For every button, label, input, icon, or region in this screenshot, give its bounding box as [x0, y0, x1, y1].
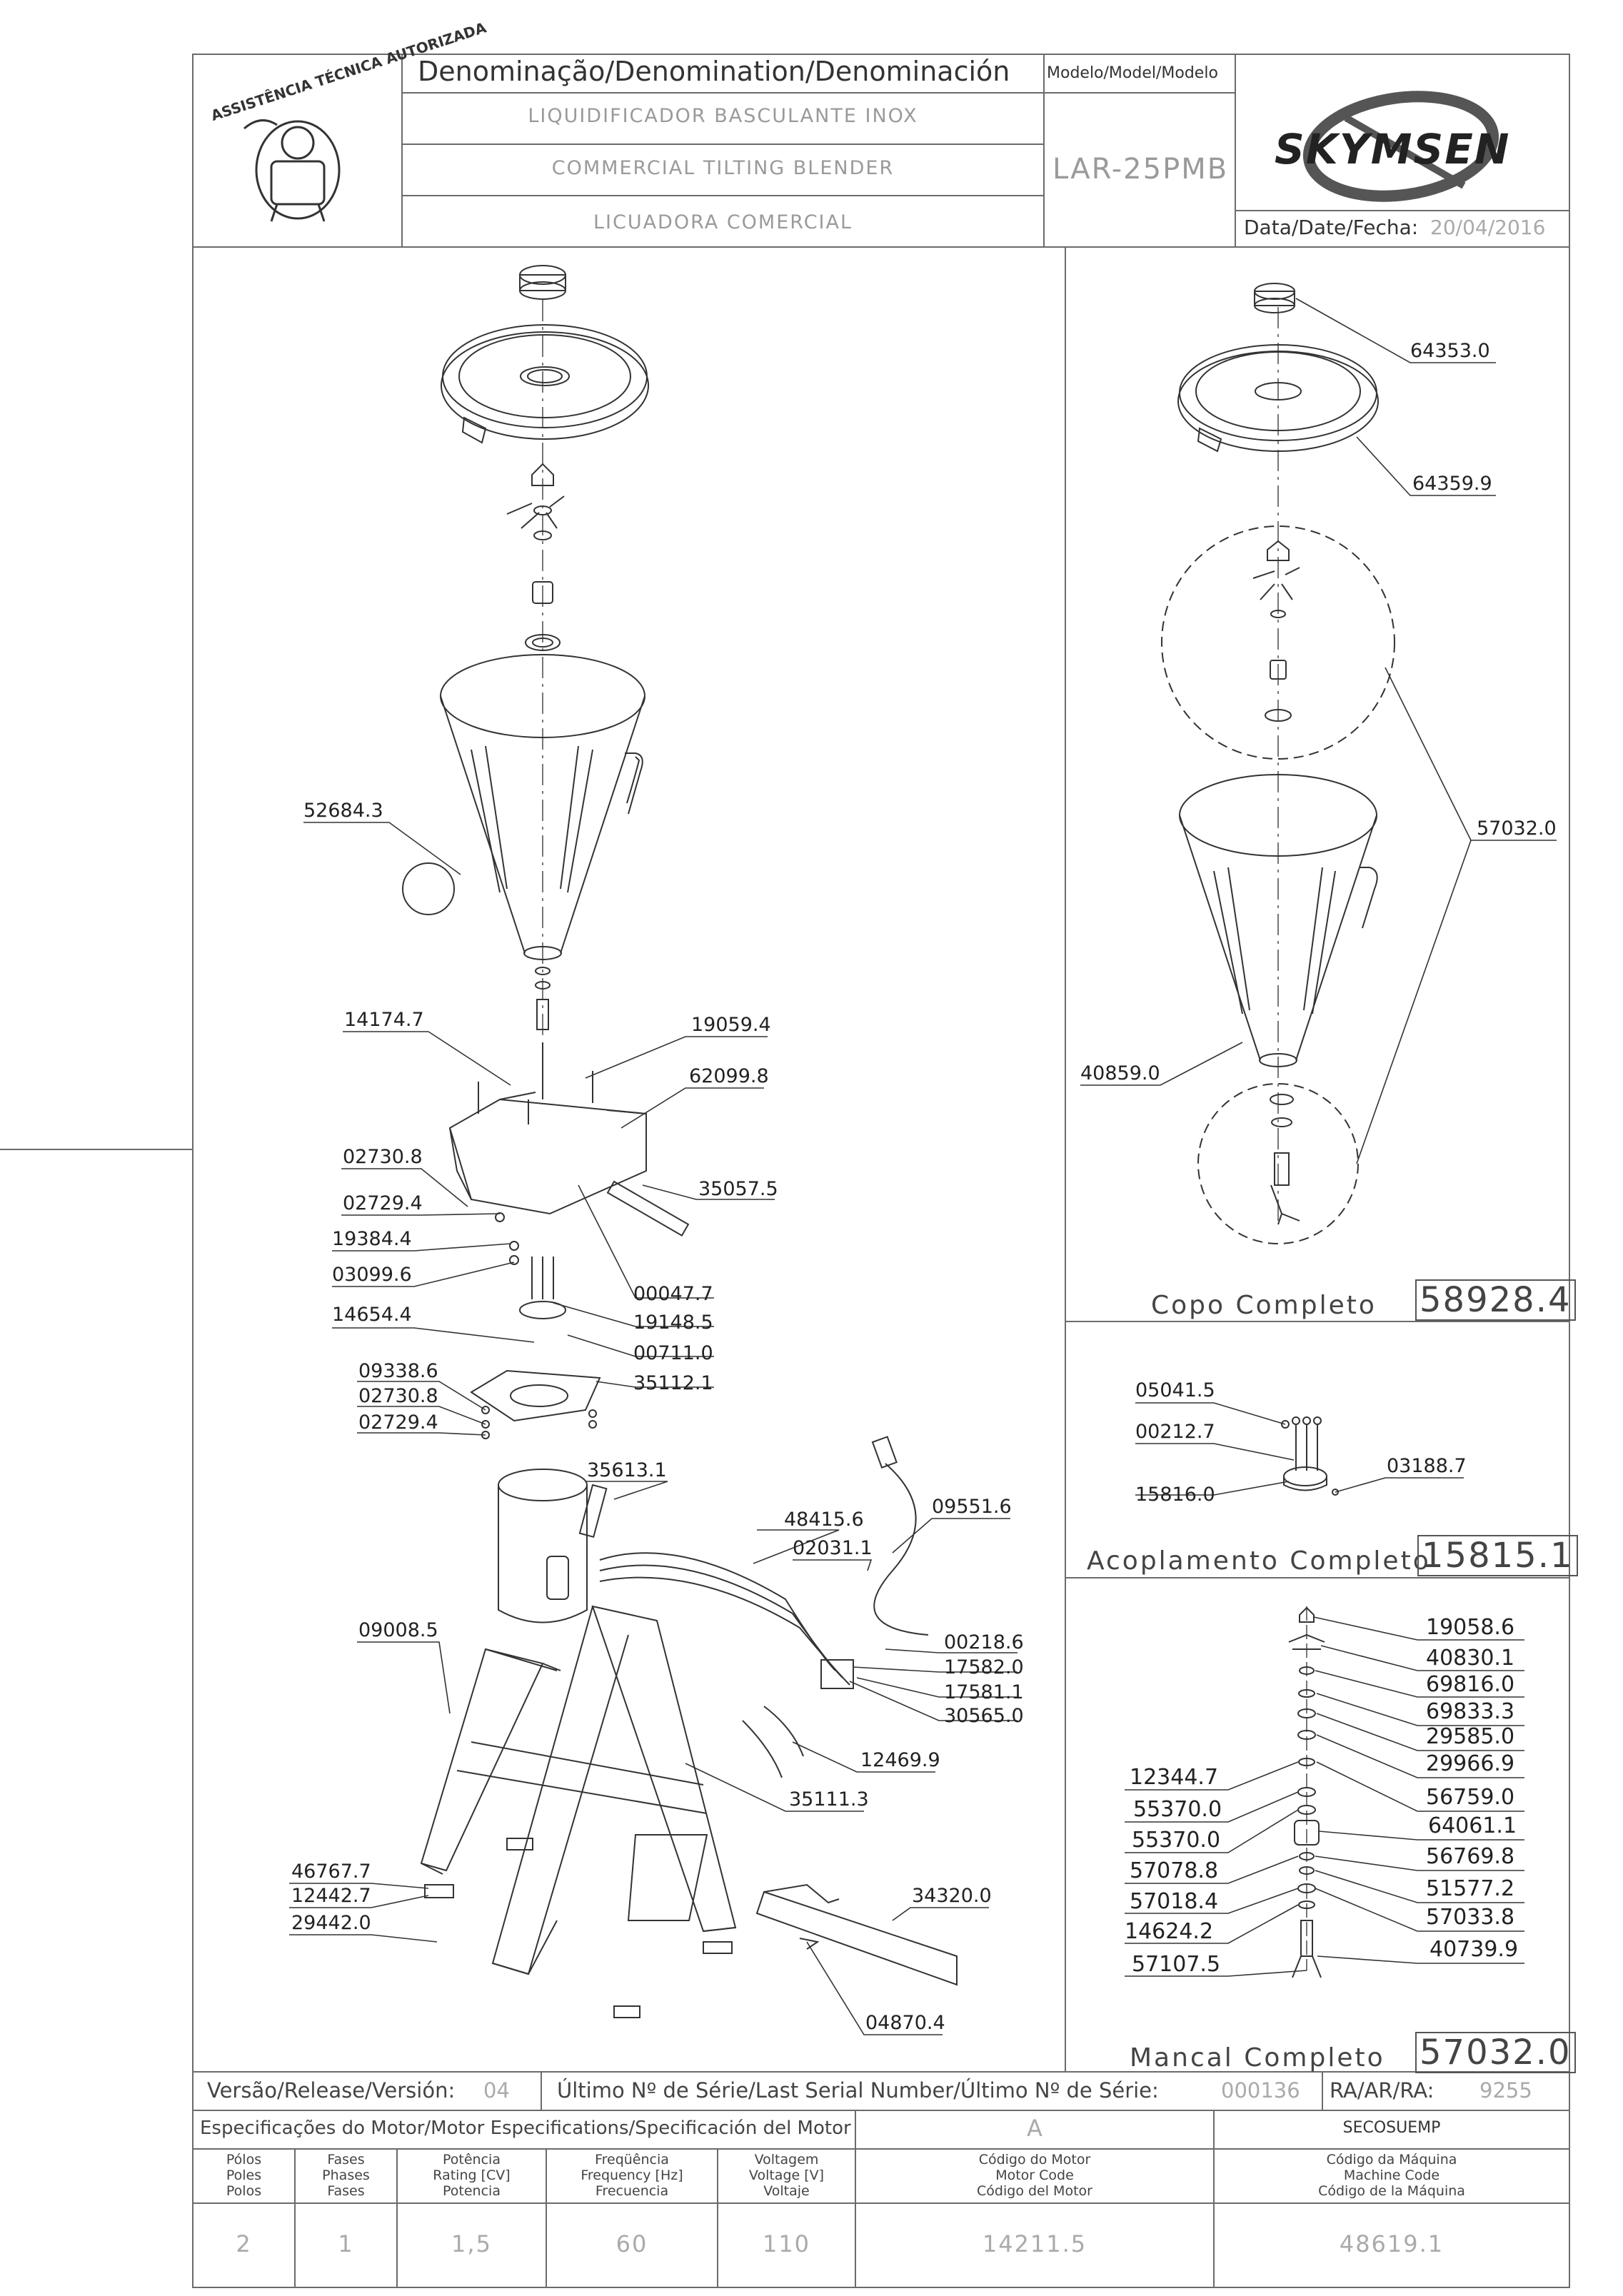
callout-35057-5: 35057.5 — [698, 1178, 778, 1200]
callout-00212-7: 00212.7 — [1135, 1421, 1215, 1443]
ra-value: 9255 — [1479, 2078, 1532, 2103]
denomination-label: Denominação/Denomination/Denominación — [418, 56, 1010, 87]
spec-value-machine-code: 48619.1 — [1339, 2230, 1444, 2257]
mancal-title: Mancal Completo — [1130, 2043, 1385, 2073]
callout-57107-5: 57107.5 — [1132, 1952, 1221, 1977]
spec-header-poles: Pólos Poles Polos — [226, 2152, 262, 2199]
callout-57078-8: 57078.8 — [1130, 1858, 1219, 1883]
motor-type: A — [1027, 2115, 1042, 2142]
callout-64061-1: 64061.1 — [1428, 1813, 1517, 1838]
spec-header-rating: Potência Rating [CV] Potencia — [433, 2152, 511, 2199]
callout-19058-6: 19058.6 — [1426, 1615, 1515, 1640]
acoplamento-code: 15815.1 — [1417, 1535, 1578, 1576]
callout-09008-5: 09008.5 — [358, 1619, 438, 1641]
callout-05041-5: 05041.5 — [1135, 1379, 1215, 1401]
callout-48415-6: 48415.6 — [784, 1509, 864, 1531]
callout-40739-9: 40739.9 — [1429, 1937, 1519, 1962]
callout-14174-7: 14174.7 — [344, 1009, 424, 1031]
callout-57032-0: 57032.0 — [1477, 817, 1557, 840]
callout-46767-7: 46767.7 — [291, 1861, 371, 1883]
callout-19384-4: 19384.4 — [332, 1228, 412, 1250]
callout-17581-1: 17581.1 — [944, 1681, 1024, 1703]
spec-header-voltage: Voltagem Voltage [V] Voltaje — [748, 2152, 825, 2199]
copo-title: Copo Completo — [1151, 1291, 1377, 1320]
callout-12344-7: 12344.7 — [1130, 1765, 1219, 1790]
model-label: Modelo/Model/Modelo — [1047, 64, 1218, 82]
callout-15816-0: 15816.0 — [1135, 1484, 1215, 1506]
spec-header-motor-code: Código do Motor Motor Code Código del Motor — [977, 2152, 1092, 2199]
serial-value: 000136 — [1221, 2078, 1300, 2103]
callout-35111-3: 35111.3 — [789, 1788, 869, 1811]
callout-56769-8: 56769.8 — [1426, 1844, 1515, 1869]
callout-12442-7: 12442.7 — [291, 1885, 371, 1907]
callout-40859-0: 40859.0 — [1080, 1062, 1160, 1084]
callout-09551-6: 09551.6 — [932, 1496, 1012, 1518]
acoplamento-title: Acoplamento Completo — [1087, 1546, 1431, 1576]
callout-30565-0: 30565.0 — [944, 1705, 1024, 1727]
mancal-code: 57032.0 — [1415, 2032, 1576, 2073]
callout-02730-8-b: 02730.8 — [358, 1385, 438, 1407]
callout-55370-0: 55370.0 — [1133, 1797, 1222, 1822]
callout-35112-1: 35112.1 — [633, 1372, 713, 1394]
spec-value-rating: 1,5 — [451, 2230, 492, 2257]
date-label: Data/Date/Fecha: — [1244, 216, 1419, 239]
badge-caption: ASSISTÊNCIA TÉCNICA AUTORIZADA — [208, 19, 488, 125]
callout-64359-9: 64359.9 — [1412, 473, 1492, 495]
callout-29442-0: 29442.0 — [291, 1912, 371, 1934]
callout-17582-0: 17582.0 — [944, 1656, 1024, 1678]
product-name-pt: LIQUIDIFICADOR BASCULANTE INOX — [528, 105, 918, 127]
callout-52684-3: 52684.3 — [303, 800, 383, 822]
product-name-es: LICUADORA COMERCIAL — [593, 211, 853, 233]
callout-51577-2: 51577.2 — [1426, 1876, 1515, 1901]
callout-35613-1: 35613.1 — [587, 1459, 667, 1481]
callout-04870-4: 04870.4 — [865, 2012, 945, 2034]
callout-34320-0: 34320.0 — [912, 1885, 992, 1907]
callout-09338-6: 09338.6 — [358, 1360, 438, 1382]
callout-03188-7: 03188.7 — [1387, 1455, 1467, 1477]
spec-value-motor-code: 14211.5 — [982, 2230, 1087, 2257]
callout-62099-8: 62099.8 — [689, 1065, 769, 1087]
callout-03099-6: 03099.6 — [332, 1264, 412, 1286]
spec-value-phases: 1 — [338, 2230, 354, 2257]
product-name-en: COMMERCIAL TILTING BLENDER — [551, 157, 895, 179]
callout-02729-4: 02729.4 — [343, 1192, 423, 1214]
callout-02031-1: 02031.1 — [793, 1537, 873, 1559]
callout-29585-0: 29585.0 — [1426, 1724, 1515, 1749]
callout-64353-0: 64353.0 — [1410, 340, 1490, 362]
callout-57033-8: 57033.8 — [1426, 1905, 1515, 1930]
date-value: 20/04/2016 — [1430, 216, 1546, 239]
spec-header-machine-code: Código da Máquina Machine Code Código de la Máquina — [1318, 2152, 1465, 2199]
callout-14654-4: 14654.4 — [332, 1304, 412, 1326]
callout-55370-0-b: 55370.0 — [1132, 1828, 1221, 1853]
spec-value-poles: 2 — [236, 2230, 252, 2257]
ra-label: RA/AR/RA: — [1330, 2078, 1434, 2103]
callout-57018-4: 57018.4 — [1130, 1889, 1219, 1914]
copo-code: 58928.4 — [1415, 1279, 1576, 1321]
version-label: Versão/Release/Versión: — [207, 2078, 456, 2103]
serial-label: Último Nº de Série/Last Serial Number/Último Nº de Série: — [557, 2078, 1159, 2103]
callout-69833-3: 69833.3 — [1426, 1699, 1515, 1724]
callout-00711-0: 00711.0 — [633, 1342, 713, 1364]
callout-02729-4-b: 02729.4 — [358, 1411, 438, 1434]
company: SECOSUEMP — [1342, 2119, 1441, 2137]
callout-29966-9: 29966.9 — [1426, 1751, 1515, 1776]
callout-40830-1: 40830.1 — [1426, 1646, 1515, 1671]
version-value: 04 — [483, 2078, 510, 2103]
brand-logo: SKYMSEN — [1275, 125, 1511, 173]
callout-12469-9: 12469.9 — [860, 1749, 940, 1771]
callout-14624-2: 14624.2 — [1125, 1919, 1214, 1944]
callout-00218-6: 00218.6 — [944, 1631, 1024, 1653]
spec-header-frequency: Freqüência Frequency [Hz] Frecuencia — [581, 2152, 683, 2199]
callout-19148-5: 19148.5 — [633, 1311, 713, 1334]
callout-00047-7: 00047.7 — [633, 1283, 713, 1305]
spec-value-voltage: 110 — [762, 2230, 811, 2257]
spec-header-phases: Fases Phases Fases — [322, 2152, 370, 2199]
callout-19059-4: 19059.4 — [691, 1014, 771, 1036]
specs-title: Especificações do Motor/Motor Especifications/Specificación del Motor — [200, 2118, 851, 2139]
model-number: LAR-25PMB — [1052, 153, 1229, 186]
callout-69816-0: 69816.0 — [1426, 1672, 1515, 1697]
callout-02730-8: 02730.8 — [343, 1146, 423, 1168]
callout-56759-0: 56759.0 — [1426, 1785, 1515, 1810]
spec-value-frequency: 60 — [615, 2230, 648, 2257]
